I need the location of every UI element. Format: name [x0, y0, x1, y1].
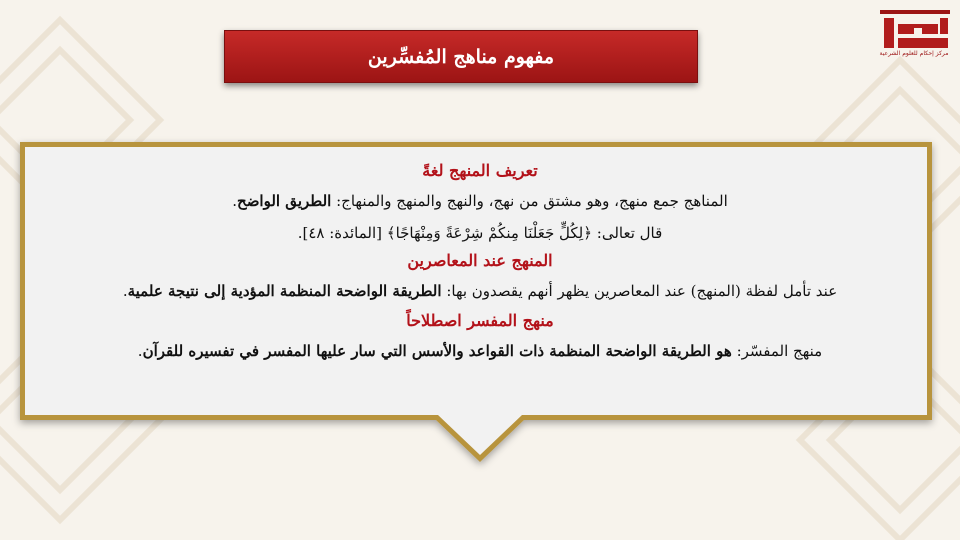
contemporary-definition-bold: الطريقة الواضحة المنظمة المؤدية إلى نتيجة علمية [127, 282, 442, 300]
quran-verse: ﴿لِكُلٍّ جَعَلْنَا مِنكُمْ شِرْعَةً وَمِنْهَاجًا﴾ [386, 224, 593, 242]
contemporary-definition-text: عند تأمل لفظة (المنهج) عند المعاصرين يظهر أنهم يقصدون بها: الطريقة الواضحة المنظمة المؤدية إلى نتيجة علمية. [122, 282, 838, 300]
heading-contemporary-definition: المنهج عند المعاصرين [407, 251, 553, 270]
content-body [40, 158, 920, 368]
heading-linguistic-definition: تعريف المنهج لغةً [422, 161, 538, 180]
technical-definition-bold: هو الطريقة الواضحة المنظمة ذات القواعد والأسس التي سار عليها المفسر في تفسيره للقرآن [142, 342, 732, 360]
technical-definition-text: منهج المفسّر: هو الطريقة الواضحة المنظمة ذات القواعد والأسس التي سار عليها المفسر في تفسيره للقرآن. [137, 342, 823, 360]
heading-technical-definition: منهج المفسر اصطلاحاً [406, 311, 554, 330]
linguistic-definition-bold: الطريق الواضح [237, 192, 332, 210]
quran-verse-line: قال تعالى: ﴿لِكُلٍّ جَعَلْنَا مِنكُمْ شِرْعَةً وَمِنْهَاجًا﴾ [المائدة: ٤٨]. [297, 224, 663, 242]
linguistic-definition-text: المناهج جمع منهج، وهو مشتق من نهج، والنهج والمنهج والمنهاج: الطريق الواضح. [232, 192, 728, 210]
verse-reference: [المائدة: ٤٨]. [297, 224, 387, 242]
logo-subtitle: مركز إحكام للعلوم الشرعية [879, 50, 949, 57]
slide-title: مفهوم مناهج المُفسِّرين [367, 45, 555, 68]
